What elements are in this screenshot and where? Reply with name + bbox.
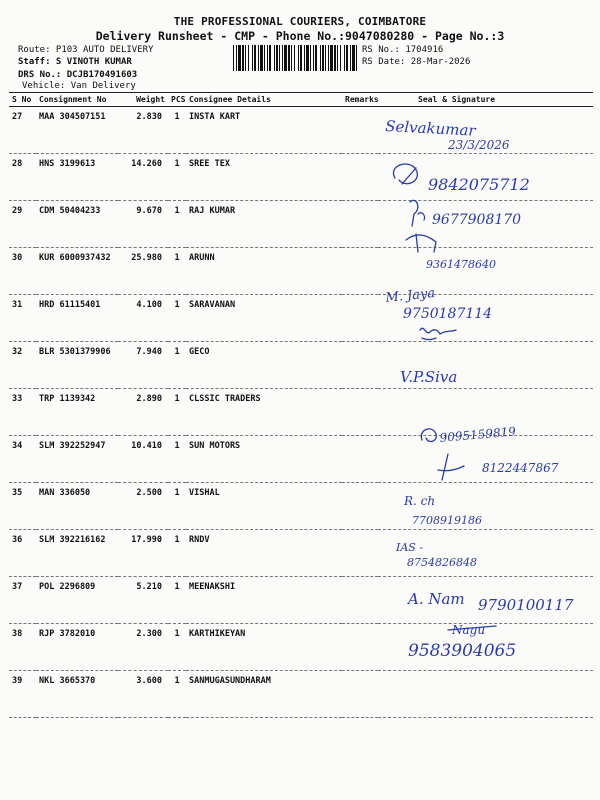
staff-text: Staff: S VINOTH KUMAR: [18, 57, 132, 67]
hw-r34-phone: 9095159819: [439, 424, 517, 445]
barcode-bar: [315, 45, 317, 71]
cell-remarks: [342, 530, 378, 577]
hw-r30-phone: 9361478640: [426, 258, 496, 271]
barcode-bar: [245, 45, 246, 71]
cell-signature: [378, 295, 593, 342]
cell-signature: [378, 436, 593, 483]
cell-consignment: TRP 1139342: [36, 389, 118, 436]
cell-sno: 27: [9, 107, 36, 154]
cell-consignee: RNDV: [186, 530, 342, 577]
hw-r27-date: 23/3/2026: [448, 138, 510, 152]
cell-weight: 9.670: [118, 201, 168, 248]
barcode-bar: [313, 45, 314, 71]
cell-weight: 7.940: [118, 342, 168, 389]
barcode-bar: [254, 45, 256, 71]
cell-remarks: [342, 248, 378, 295]
cell-pcs: 1: [168, 624, 186, 671]
table-row: [9, 389, 593, 436]
table-row: [9, 295, 593, 342]
hw-r31-phone: 9750187114: [403, 306, 493, 322]
cell-weight: 17.990: [118, 530, 168, 577]
cell-signature: [378, 624, 593, 671]
hw-r39-phone: 9583904065: [408, 641, 517, 661]
table-row: [9, 107, 593, 154]
barcode-bar: [330, 45, 333, 71]
cell-remarks: [342, 624, 378, 671]
cell-consignee: INSTA KART: [186, 107, 342, 154]
drs-number: DRS No.: DCJB170491603: [18, 70, 138, 80]
col-weight: Weight: [118, 93, 168, 107]
rs-date: RS Date: 28-Mar-2026: [362, 57, 471, 67]
table-row: [9, 671, 593, 718]
barcode-bar: [356, 45, 357, 71]
cell-signature: [378, 248, 593, 295]
cell-consignment: POL 2296809: [36, 577, 118, 624]
hw-r36-phone: 7708919186: [412, 514, 482, 527]
barcode-bar: [252, 45, 253, 71]
cell-weight: 2.500: [118, 483, 168, 530]
cell-signature: [378, 577, 593, 624]
barcode-bar: [236, 45, 237, 71]
cell-sno: 31: [9, 295, 36, 342]
table-row: [9, 577, 593, 624]
cell-consignee: MEENAKSHI: [186, 577, 342, 624]
hw-r35-phone: 8122447867: [482, 461, 559, 475]
barcode-bar: [279, 45, 280, 71]
col-signature: Seal & Signature: [378, 93, 593, 107]
cell-pcs: 1: [168, 154, 186, 201]
cell-weight: 5.210: [118, 577, 168, 624]
cell-consignee: SREE TEX: [186, 154, 342, 201]
route-text: Route: P103 AUTO DELIVERY: [18, 45, 154, 55]
cell-pcs: 1: [168, 248, 186, 295]
col-pcs: PCS: [168, 93, 186, 107]
col-consignee: Consignee Details: [186, 93, 342, 107]
cell-pcs: 1: [168, 107, 186, 154]
cell-weight: 2.830: [118, 107, 168, 154]
barcode-bar: [260, 45, 263, 71]
cell-consignment: MAA 304507151: [36, 107, 118, 154]
barcode-bar: [284, 45, 287, 71]
barcode-bar: [300, 45, 302, 71]
cell-signature: [378, 342, 593, 389]
barcode-bar: [291, 45, 292, 71]
table-row: [9, 248, 593, 295]
barcode-bar: [337, 45, 338, 71]
barcode: [233, 45, 358, 71]
barcode-bar: [258, 45, 259, 71]
cell-remarks: [342, 483, 378, 530]
cell-remarks: [342, 389, 378, 436]
cell-consignment: HRD 61115401: [36, 295, 118, 342]
cell-weight: 4.100: [118, 295, 168, 342]
barcode-bar: [350, 45, 351, 71]
barcode-bar: [233, 45, 234, 71]
cell-remarks: [342, 295, 378, 342]
cell-signature: [378, 389, 593, 436]
cell-signature: [378, 671, 593, 718]
hw-r36-name: R. ch: [404, 494, 436, 508]
table-row: [9, 624, 593, 671]
cell-consignee: GECO: [186, 342, 342, 389]
cell-consignee: SUN MOTORS: [186, 436, 342, 483]
barcode-bar: [306, 45, 309, 71]
cell-signature: [378, 107, 593, 154]
hw-r33-name: V.P.Siva: [400, 368, 458, 386]
cell-remarks: [342, 671, 378, 718]
barcode-bar: [248, 45, 249, 71]
cell-sno: 35: [9, 483, 36, 530]
company-title: THE PROFESSIONAL COURIERS, COIMBATORE: [173, 15, 427, 28]
cell-pcs: 1: [168, 577, 186, 624]
cell-consignment: SLM 392216162: [36, 530, 118, 577]
cell-weight: 2.300: [118, 624, 168, 671]
cell-pcs: 1: [168, 483, 186, 530]
cell-signature: [378, 201, 593, 248]
cell-pcs: 1: [168, 389, 186, 436]
cell-consignment: CDM 50404233: [36, 201, 118, 248]
barcode-bar: [269, 45, 271, 71]
barcode-bar: [322, 45, 324, 71]
barcode-bar: [276, 45, 278, 71]
cell-consignment: SLM 392252947: [36, 436, 118, 483]
hw-r27-name: Selvakumar: [384, 117, 477, 140]
barcode-bar: [242, 45, 244, 71]
barcode-bar: [294, 45, 295, 71]
hw-r29-phone: 9677908170: [432, 212, 522, 228]
cell-sno: 34: [9, 436, 36, 483]
cell-sno: 38: [9, 624, 36, 671]
barcode-bar: [238, 45, 241, 71]
cell-pcs: 1: [168, 342, 186, 389]
barcode-bar: [310, 45, 311, 71]
table-row: [9, 342, 593, 389]
cell-consignee: SARAVANAN: [186, 295, 342, 342]
barcode-bar: [288, 45, 290, 71]
barcode-bar: [340, 45, 341, 71]
vehicle-text: Vehicle: Van Delivery: [22, 81, 136, 91]
cell-consignment: KUR 6000937432: [36, 248, 118, 295]
barcode-bar: [328, 45, 329, 71]
table-row: [9, 436, 593, 483]
hw-r37-name: IAS -: [396, 541, 424, 554]
col-sno: S No: [9, 93, 36, 107]
cell-consignment: NKL 3665370: [36, 671, 118, 718]
cell-consignee: SANMUGASUNDHARAM: [186, 671, 342, 718]
cell-consignment: RJP 3782010: [36, 624, 118, 671]
cell-weight: 2.890: [118, 389, 168, 436]
cell-signature: [378, 154, 593, 201]
barcode-bar: [346, 45, 348, 71]
table-row: [9, 483, 593, 530]
cell-consignment: HNS 3199613: [36, 154, 118, 201]
cell-weight: 14.260: [118, 154, 168, 201]
cell-pcs: 1: [168, 671, 186, 718]
cell-sno: 36: [9, 530, 36, 577]
rs-number: RS No.: 1704916: [362, 45, 444, 55]
cell-sno: 30: [9, 248, 36, 295]
cell-remarks: [342, 436, 378, 483]
runsheet-table: [9, 92, 593, 718]
cell-sno: 33: [9, 389, 36, 436]
hw-r28-phone: 9842075712: [428, 175, 530, 194]
cell-remarks: [342, 342, 378, 389]
cell-remarks: [342, 107, 378, 154]
cell-consignee: KARTHIKEYAN: [186, 624, 342, 671]
table-row: [9, 154, 593, 201]
cell-pcs: 1: [168, 201, 186, 248]
barcode-bar: [274, 45, 275, 71]
cell-remarks: [342, 154, 378, 201]
barcode-bar: [264, 45, 265, 71]
runsheet-subtitle: Delivery Runsheet - CMP - Phone No.:9047080280 - Page No.:3: [95, 29, 505, 43]
cell-sno: 29: [9, 201, 36, 248]
cell-consignee: CLSSIC TRADERS: [186, 389, 342, 436]
barcode-bar: [267, 45, 268, 71]
cell-pcs: 1: [168, 436, 186, 483]
hw-r39-name: Nagu: [452, 623, 486, 637]
barcode-bar: [298, 45, 299, 71]
cell-consignee: RAJ KUMAR: [186, 201, 342, 248]
hw-r38-phone: 9790100117: [478, 596, 574, 614]
barcode-bar: [304, 45, 305, 71]
col-consignment: Consignment No: [36, 93, 118, 107]
table-row: [9, 201, 593, 248]
cell-weight: 10.410: [118, 436, 168, 483]
cell-consignment: MAN 336050: [36, 483, 118, 530]
cell-pcs: 1: [168, 295, 186, 342]
cell-signature: [378, 483, 593, 530]
table-header-row: [9, 93, 593, 107]
table-row: [9, 530, 593, 577]
barcode-bar: [282, 45, 283, 71]
cell-weight: 25.980: [118, 248, 168, 295]
cell-remarks: [342, 201, 378, 248]
hw-r38-name: A. Nam: [408, 590, 465, 608]
barcode-bar: [352, 45, 355, 71]
hw-r31-name: M. Jaya: [384, 285, 436, 306]
barcode-bar: [325, 45, 326, 71]
cell-signature: [378, 530, 593, 577]
cell-weight: 3.600: [118, 671, 168, 718]
hw-r37-phone: 8754826848: [407, 556, 477, 569]
barcode-bar: [344, 45, 345, 71]
cell-sno: 39: [9, 671, 36, 718]
cell-sno: 32: [9, 342, 36, 389]
cell-sno: 28: [9, 154, 36, 201]
cell-consignee: VISHAL: [186, 483, 342, 530]
barcode-bar: [334, 45, 336, 71]
cell-sno: 37: [9, 577, 36, 624]
cell-consignment: BLR 5301379906: [36, 342, 118, 389]
cell-consignee: ARUNN: [186, 248, 342, 295]
col-remarks: Remarks: [342, 93, 378, 107]
barcode-bar: [320, 45, 321, 71]
cell-pcs: 1: [168, 530, 186, 577]
cell-remarks: [342, 577, 378, 624]
